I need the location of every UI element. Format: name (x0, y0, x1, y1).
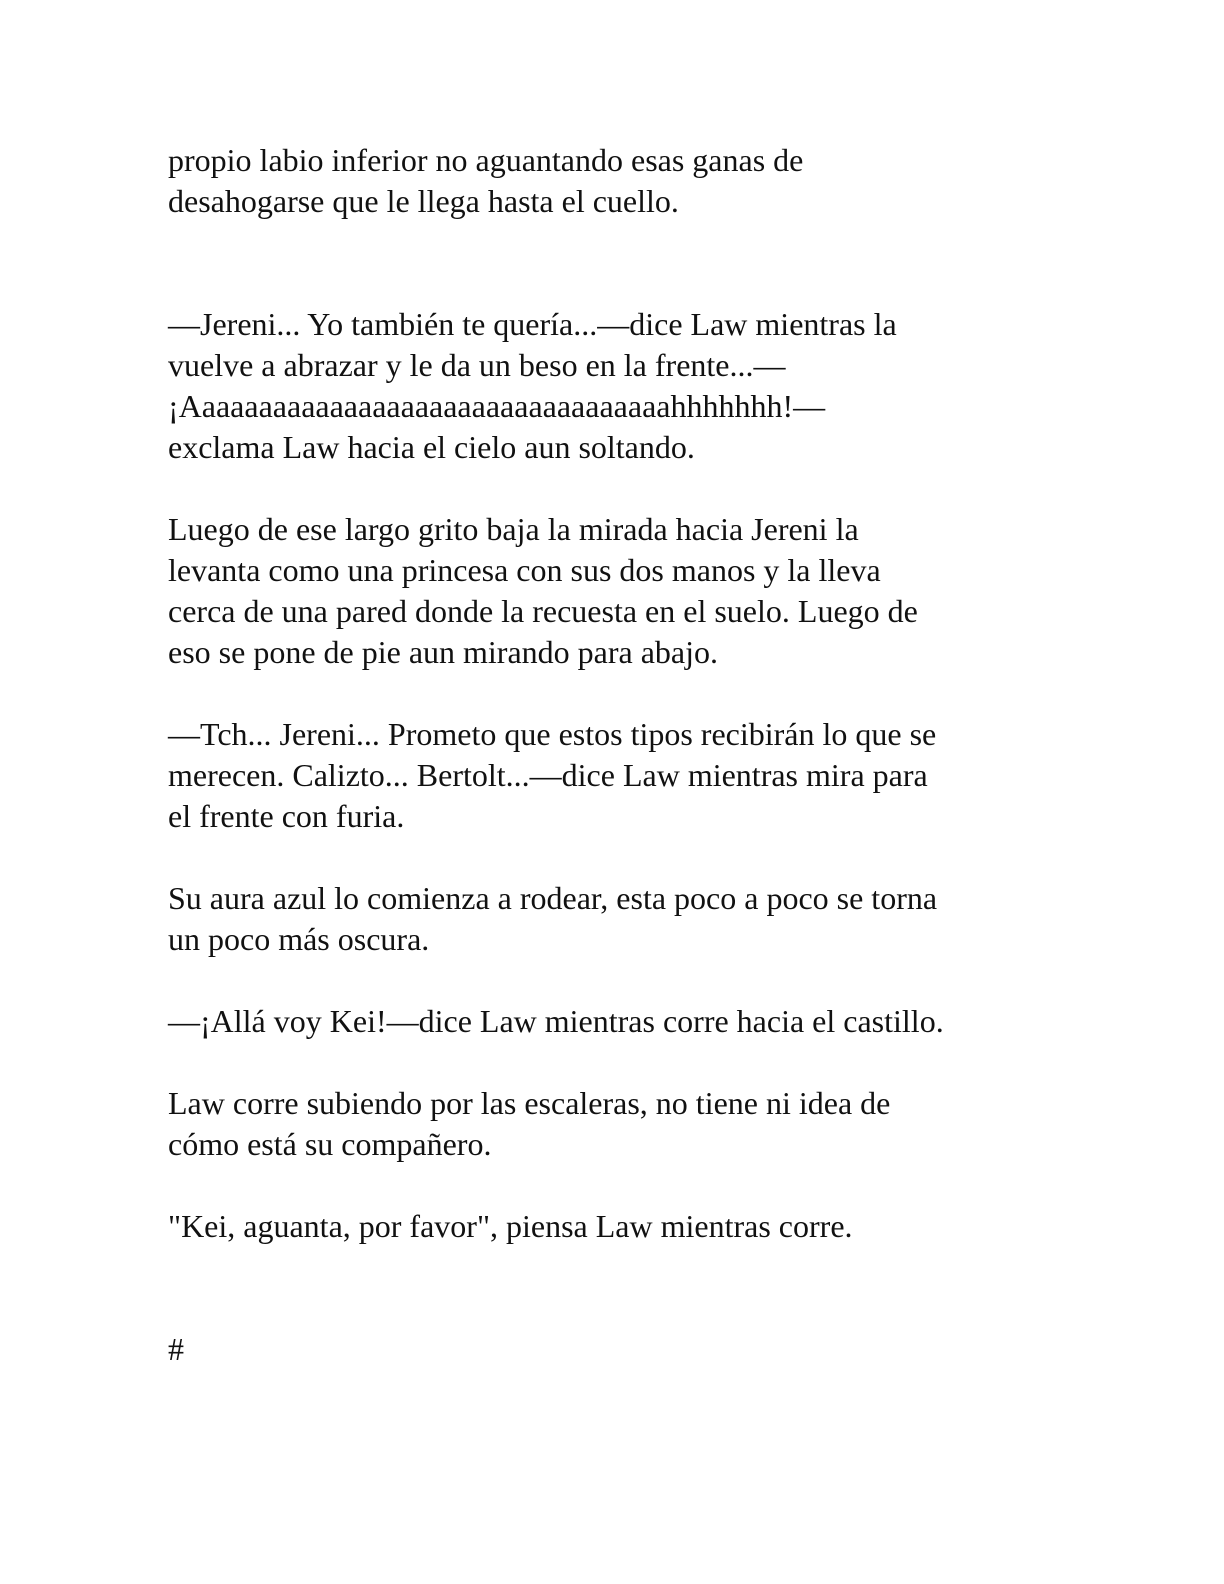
paragraph-spacer (168, 1165, 1048, 1206)
text-line: desahogarse que le llega hasta el cuello. (168, 183, 679, 219)
text-line: eso se pone de pie aun mirando para abajo. (168, 634, 719, 670)
text-line: exclama Law hacia el cielo aun soltando. (168, 429, 695, 465)
paragraph-spacer (168, 468, 1048, 509)
text-line: ¡Aaaaaaaaaaaaaaaaaaaaaaaaaaaaaaaaaahhhhhhh!— (168, 388, 826, 424)
text-line: —Tch... Jereni... Prometo que estos tipos recibirán lo que se (168, 716, 937, 752)
text-line: cómo está su compañero. (168, 1126, 492, 1162)
paragraph-6 (168, 1001, 1048, 1042)
paragraph-3 (168, 509, 1048, 673)
paragraph-spacer (168, 837, 1048, 878)
text-line: vuelve a abrazar y le da un beso en la frente...— (168, 347, 786, 383)
paragraph-2 (168, 304, 1048, 468)
text-line: Law corre subiendo por las escaleras, no tiene ni idea de (168, 1085, 891, 1121)
paragraph-5 (168, 878, 1048, 960)
text-line: Luego de ese largo grito baja la mirada hacia Jereni la (168, 511, 859, 547)
paragraph-1 (168, 140, 1048, 222)
text-line: cerca de una pared donde la recuesta en el suelo. Luego de (168, 593, 918, 629)
paragraph-spacer (168, 1247, 1048, 1329)
text-line: Su aura azul lo comienza a rodear, esta poco a poco se torna (168, 880, 938, 916)
text-line: "Kei, aguanta, por favor", piensa Law mientras corre. (168, 1208, 853, 1244)
page-body-text (168, 140, 1048, 1370)
text-line: propio labio inferior no aguantando esas ganas de (168, 142, 804, 178)
paragraph-spacer (168, 673, 1048, 714)
text-line: un poco más oscura. (168, 921, 430, 957)
paragraph-7 (168, 1083, 1048, 1165)
paragraph-4 (168, 714, 1048, 837)
text-line: —Jereni... Yo también te quería...—dice Law mientras la (168, 306, 897, 342)
paragraph-spacer (168, 1042, 1048, 1083)
text-line: merecen. Calizto... Bertolt...—dice Law mientras mira para (168, 757, 928, 793)
text-line: el frente con furia. (168, 798, 405, 834)
paragraph-8 (168, 1206, 1048, 1247)
text-line: levanta como una princesa con sus dos manos y la lleva (168, 552, 881, 588)
section-break-marker (168, 1329, 1048, 1370)
paragraph-spacer (168, 222, 1048, 304)
text-line: # (168, 1331, 184, 1367)
text-line: —¡Allá voy Kei!—dice Law mientras corre hacia el castillo. (168, 1003, 944, 1039)
paragraph-spacer (168, 960, 1048, 1001)
